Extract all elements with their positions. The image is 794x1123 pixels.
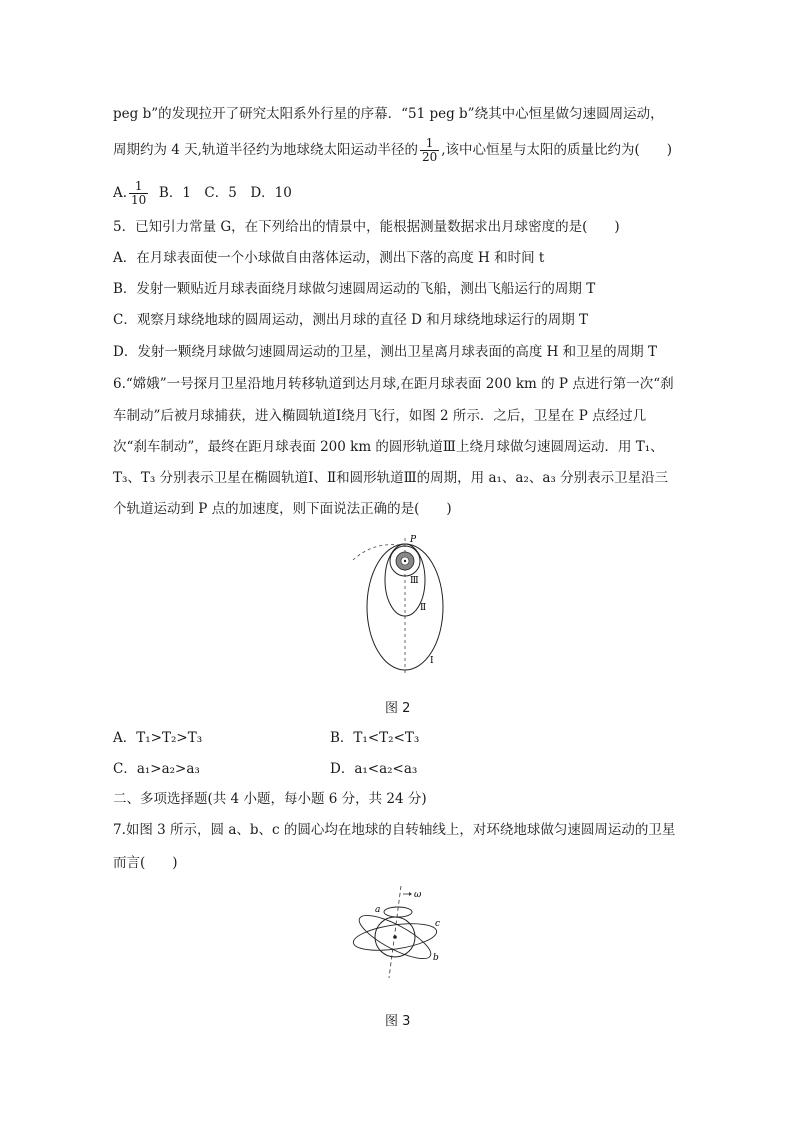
q4-frac-num: 1 [425,136,434,150]
label-orbit-2: Ⅱ [420,603,427,613]
q4-line1: peg b”的发现拉开了研究太阳系外行星的序幕．“51 peg b”绕其中心恒星做匀速圆周运动， [113,106,664,122]
earth-center [393,935,397,939]
rotation-axis [389,886,401,978]
label-b: b [433,953,439,963]
q4-opt-rest: B．1 C．5 D．10 [150,185,292,201]
q4-opt-a-fraction [129,180,148,207]
q6-line2: 车制动”后被月球捕获，进入椭圆轨道Ⅰ绕月飞行，如图 2 所示．之后，卫星在 P 点经过几 [113,408,647,424]
q4-fraction [420,137,439,164]
label-a: a [375,905,381,915]
q4-line2-a: 周期约为 4 天,轨道半径约为地球绕太阳运动半径的 [113,142,418,158]
label-omega: ω [414,890,422,900]
figure-2-caption: 图 2 [385,701,411,716]
q4-frac-den: 20 [421,150,438,164]
q6-line1: 6.“嫦娥”一号探月卫星沿地月转移轨道到达月球,在距月球表面 200 km 的 P 点进行第一次“刹 [113,376,674,392]
label-p: P [410,535,417,545]
q5-option-c: C．观察月球绕地球的圆周运动，测出月球的直径 D 和月球绕地球运行的周期 T [113,312,589,328]
moon-center [404,560,406,562]
omega-arrowhead [409,892,412,896]
q6-line4: T₃、T₃ 分别表示卫星在椭圆轨道Ⅰ、Ⅱ和圆形轨道Ⅲ的周期，用 a₁、a₂、a₃ 分别表示卫星沿三 [113,470,669,486]
q6-line3: 次“刹车制动”，最终在距月球表面 200 km 的圆形轨道Ⅲ上绕月球做匀速圆周运动．用 T₁、 [113,439,664,455]
figure-3-caption: 图 3 [385,1014,411,1029]
q5-option-a: A．在月球表面使一个小球做自由落体运动，测出下落的高度 H 和时间 t [113,250,545,266]
label-orbit-1: Ⅰ [430,656,434,666]
q5-stem: 5．已知引力常量 G，在下列给出的情景中，能根据测量数据求出月球密度的是( ) [113,219,620,235]
q6-line5: 个轨道运动到 P 点的加速度，则下面说法正确的是( ) [113,501,452,517]
q6-option-d: D．a₁<a₂<a₃ [330,761,418,777]
section-2-title: 二、多项选择题(共 4 小题，每小题 6 分，共 24 分) [113,791,427,807]
q4-line2-b: ,该中心恒星与太阳的质量比约为( ) [441,142,673,158]
q4-options [113,180,292,207]
q5-option-b: B．发射一颗贴近月球表面绕月球做匀速圆周运动的飞船，测出飞船运行的周期 T [113,281,596,297]
label-orbit-3: Ⅲ [410,576,419,586]
q4-opt-a-den: 10 [131,193,147,207]
q4-opt-a-prefix: A. [113,185,128,201]
earth-orbit-figure [345,882,455,982]
q6-option-c: C．a₁>a₂>a₃ [113,761,200,777]
q5-option-d: D．发射一颗绕月球做匀速圆周运动的卫星，测出卫星离月球表面的高度 H 和卫星的周期 T [113,344,657,360]
q6-option-a: A．T₁>T₂>T₃ [113,730,203,746]
q4-line2 [113,137,672,164]
q4-opt-a-num: 1 [134,179,143,193]
label-c: c [435,919,441,929]
q6-option-b: B．T₁<T₂<T₃ [330,730,420,746]
q7-line2: 而言( ) [113,855,178,871]
orbit-figure [345,530,455,680]
q7-line1: 7.如图 3 所示，圆 a、b、c 的圆心均在地球的自转轴线上，对环绕地球做匀速圆周运动的卫星 [113,822,676,838]
